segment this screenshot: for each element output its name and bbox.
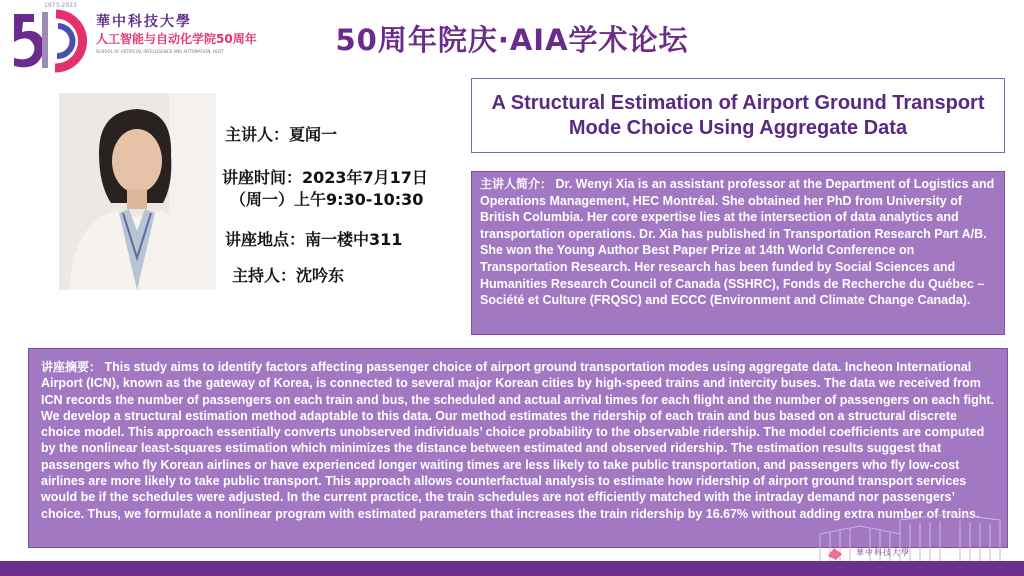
school-anniversary-name: 人工智能与自动化学院50周年 (96, 32, 257, 46)
speaker-portrait-icon (59, 93, 216, 290)
speaker-photo (59, 93, 216, 290)
host-name: 主持人：沈吟东 (232, 266, 345, 285)
page-title: 50周年院庆·AIA学术论坛 (335, 23, 689, 57)
footer-university-watermark: 華中科技大學 (856, 548, 910, 557)
university-name: 華中科技大學 (96, 14, 192, 30)
lecture-time: （周一）上午9:30-10:30 (230, 190, 424, 209)
speaker-name: 主讲人：夏闻一 (225, 125, 338, 144)
bio-label: 主讲人简介： (480, 177, 553, 191)
bottom-bar (0, 561, 1024, 576)
school-english-name: SCHOOL OF ARTIFICIAL INTELLIGENCE AND AUTOMATION, HUST (96, 49, 224, 54)
abstract-label: 讲座摘要： (41, 360, 102, 374)
talk-title: A Structural Estimation of Airport Ground Transport Mode Choice Using Aggregate Data (471, 78, 1005, 153)
speaker-bio-box (471, 171, 1005, 335)
bio-text: Dr. Wenyi Xia is an assistant professor at the Department of Logistics and Operations Management, HEC Montréal. She obtained her PhD from University of British Columbia. Her core expertise lies at the intersection of data analytics and transportation operations. Dr. Xia has published in Transportation Research Part A/B. She won the Young Author Best Paper Prize at 14th World Conference on Transportation Research. Her research has been funded by Social Sciences and Humanities Research Council of Canada (SSHRC), Fonds de Recherche du Québec – Société et Culture (FRQSC) and ECCC (Environment and Climate Change Canada). (480, 177, 995, 308)
logo-year-range: 1973-2023 (44, 2, 77, 9)
lecture-location: 讲座地点：南一楼中311 (225, 230, 403, 249)
abstract-text: This study aims to identify factors affecting passenger choice of airport ground transportation modes using aggregate data. Incheon International Airport (ICN), known as the gateway of Korea, is connected to several major Korean cities by high-speed trains and intercity buses. The data we received from ICN records the number of passengers on each train and bus, the scheduled and actual arrival times for each flight and the number of passengers on each fight. We develop a structural estimation method adaptable to this data. Our method estimates the ridership of each train and bus based on a structural discrete choice model. This approach essentially converts unobserved individuals’ choice probability to the observable ridership. The model coefficients are computed by the nonlinear least-squares estimation which minimizes the distance between estimated and observed ridership. The estimation results suggest that passengers who fly Korean airlines or have experienced longer waiting times are less likely to take public transportation, and passengers who fly low-cost airlines are more likely to take public transport. This approach allows counterfactual analysis to estimate how ridership of airport ground transport services would be if the schedules were adjusted. In the current practice, the train schedules are not efficiently matched with the intraday demand nor passengers’ choice. Thus, we formulate a nonlinear program with estimated parameters that increases the train ridership by 16.67% without adding extra number of trains. (41, 360, 994, 521)
lecture-date: 讲座时间：2023年7月17日 (222, 168, 428, 187)
